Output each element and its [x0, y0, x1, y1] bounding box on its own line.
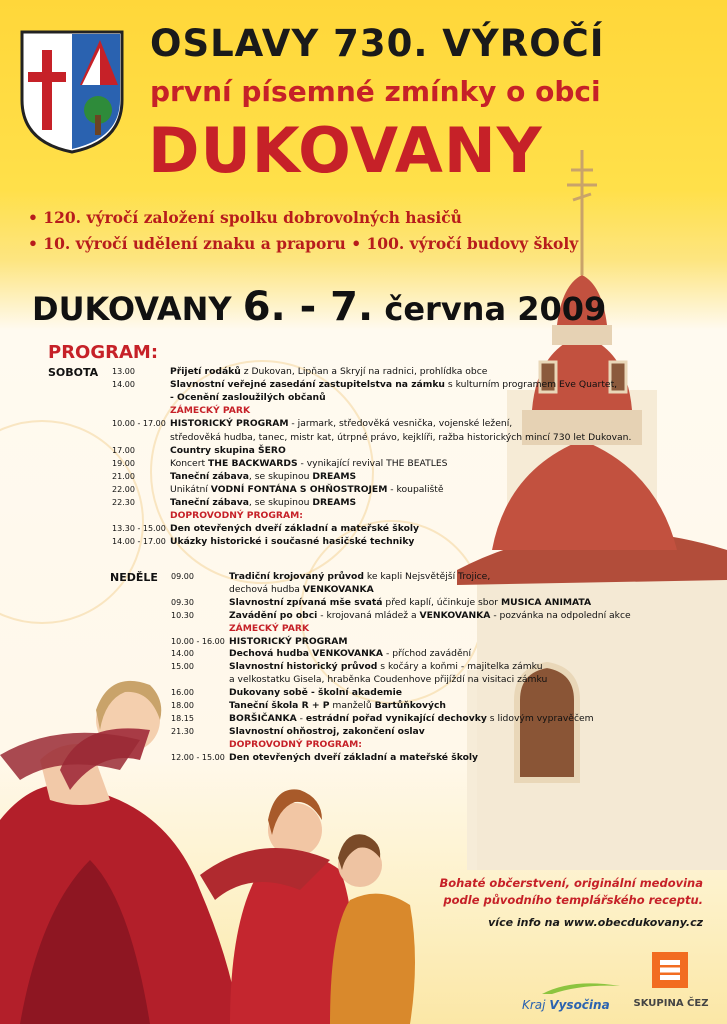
schedule-text — [229, 636, 348, 648]
schedule-section-label: ZÁMECKÝ PARK — [170, 405, 251, 417]
schedule-highlight: Bartůňkových — [374, 700, 446, 711]
day-label-sunday: NEDĚLE — [110, 571, 158, 584]
kraj-vysocina-logo — [522, 980, 622, 1014]
more-info-link[interactable]: více info na www.obecdukovany.cz — [488, 916, 703, 929]
schedule-highlight: Slavnostní historický průvod — [229, 661, 378, 673]
schedule-detail: s kočáry a koňmi - majitelka zámku — [377, 661, 543, 673]
schedule-highlight: Přijetí rodáků — [170, 366, 241, 377]
schedule-text — [170, 445, 286, 457]
schedule-highlight: MUSICA ANIMATA — [500, 596, 592, 608]
schedule-highlight: Slavnostní veřejné zasedání zastupitelstva na zámku — [170, 379, 445, 391]
schedule-detail: s kulturním programem Eve Quartet, — [444, 379, 618, 391]
vysocina-text: Vysočina — [549, 998, 610, 1012]
schedule-detail: středověká hudba, tanec, mistr kat, útrpné právo, kejklíři, ražba historických mincí 730 let Dukovan. — [170, 431, 632, 443]
cez-logo — [630, 952, 712, 1016]
title-line-2: první písemné zmínky o obci — [150, 75, 601, 108]
schedule-detail: ke kapli Nejsvětější Trojice, — [363, 571, 491, 582]
schedule-highlight: Dechová hudba VENKOVANKA — [229, 648, 384, 660]
schedule-highlight: Ukázky historické i současné hasičské techniky — [170, 536, 415, 548]
schedule-text — [170, 471, 356, 483]
schedule-detail: manželů — [329, 700, 375, 711]
schedule-highlight: BORŠIČANKA — [229, 712, 297, 724]
schedule-text — [170, 510, 303, 522]
schedule-detail: - vynikající revival THE BEATLES — [297, 457, 448, 469]
anniversary-bullet-2: • 10. výročí udělení znaku a praporu • 100. výročí budovy školy — [28, 234, 579, 253]
schedule-time: 10.00 - 16.00 — [171, 636, 225, 646]
schedule-highlight: Den otevřených dveří základní a mateřské školy — [170, 523, 420, 535]
anniversary-bullet-1: • 120. výročí založení spolku dobrovolných hasičů — [28, 208, 462, 227]
cez-text: SKUPINA ČEZ — [633, 998, 709, 1009]
schedule-highlight: - Ocenění zasloužilých občanů — [170, 392, 326, 404]
schedule-time: 17.00 — [112, 445, 135, 455]
schedule-time: 15.00 — [171, 662, 194, 672]
schedule-time: 22.30 — [112, 498, 135, 507]
schedule-text — [170, 366, 487, 378]
schedule-section-label: DOPROVODNÝ PROGRAM: — [229, 738, 362, 750]
schedule-section-label: DOPROVODNÝ PROGRAM: — [170, 510, 303, 522]
vysocina-swoosh-icon — [522, 980, 622, 996]
schedule-time: 18.15 — [171, 713, 194, 723]
schedule-detail: - koupaliště — [387, 483, 444, 495]
schedule-text — [229, 623, 309, 635]
schedule-time: 16.00 — [171, 688, 194, 698]
schedule-highlight: Country skupina ŠERO — [170, 444, 286, 456]
schedule-text — [170, 458, 447, 470]
schedule-text — [170, 523, 419, 535]
schedule-detail: - — [296, 712, 306, 724]
schedule-time: 12.00 - 15.00 — [171, 752, 225, 762]
refreshments-line-2: podle původního templářského receptu. — [443, 893, 703, 907]
program-heading: PROGRAM: — [48, 342, 159, 363]
schedule-highlight: VODNÍ FONTÁNA S OHŇOSTROJEM — [210, 483, 388, 495]
cez-square-icon — [652, 952, 688, 988]
schedule-text — [170, 405, 250, 417]
title-line-1: OSLAVY 730. VÝROČÍ — [150, 22, 605, 65]
title-village-name: DUKOVANY — [148, 114, 543, 187]
schedule-highlight: Den otevřených dveří základní a mateřské školy — [229, 751, 479, 763]
schedule-highlight: HISTORICKÝ PROGRAM — [229, 635, 348, 647]
church-tower-illustration — [437, 110, 727, 870]
schedule-highlight: Slavnostní zpívaná mše svatá — [229, 596, 383, 608]
coat-of-arms — [20, 30, 124, 154]
schedule-time: 14.00 — [171, 649, 194, 659]
schedule-time: 18.00 — [171, 701, 194, 710]
schedule-text — [229, 648, 471, 660]
schedule-detail: z Dukovan, Lipňan a Skryjí na radnici, prohlídka obce — [240, 366, 488, 377]
schedule-text — [170, 418, 512, 430]
schedule-time: 13.00 — [112, 367, 135, 376]
schedule-highlight: Taneční zábava — [170, 497, 249, 508]
schedule-highlight: THE BACKWARDS — [208, 457, 298, 469]
schedule-section-label: ZÁMECKÝ PARK — [229, 622, 310, 634]
schedule-highlight: Zavádění po obci — [229, 609, 318, 621]
schedule-time: 14.00 - 17.00 — [112, 537, 166, 547]
schedule-time: 19.00 — [112, 458, 135, 468]
schedule-detail: - pozvánka na odpolední akce — [490, 609, 631, 621]
schedule-detail: , se skupinou — [248, 497, 313, 508]
schedule-detail: před kaplí, účinkuje sbor — [382, 596, 501, 608]
schedule-detail: - jarmark, středověká vesnička, vojenské ležení, — [288, 418, 513, 430]
schedule-highlight: Taneční škola R + P — [229, 700, 330, 711]
kraj-text: Kraj — [522, 998, 550, 1012]
schedule-highlight: Taneční zábava — [170, 470, 249, 482]
refreshments-line-1: Bohaté občerstvení, originální medovina — [439, 876, 703, 890]
schedule-highlight: VENKOVANKA — [419, 609, 491, 621]
schedule-time: 22.00 — [112, 484, 135, 494]
schedule-highlight: DREAMS — [312, 497, 357, 508]
schedule-highlight: DREAMS — [312, 470, 357, 482]
costumed-dancers-photo — [0, 660, 470, 1024]
schedule-time: 09.00 — [171, 572, 194, 581]
schedule-time: 10.00 - 17.00 — [112, 419, 166, 429]
schedule-detail: dechová hudba — [229, 583, 303, 595]
schedule-time: 13.30 - 15.00 — [112, 524, 166, 534]
schedule-time: 21.00 — [112, 471, 135, 481]
schedule-text — [170, 392, 326, 404]
schedule-time: 09.30 — [171, 597, 194, 607]
schedule-detail: s lidovým vypravěčem — [486, 712, 594, 724]
schedule-detail: - příchod zavádění — [383, 648, 471, 660]
schedule-text — [229, 584, 374, 596]
date-days: 6. - 7. — [242, 284, 374, 330]
schedule-text — [229, 597, 591, 609]
schedule-detail: Koncert — [170, 457, 209, 469]
schedule-text — [170, 497, 356, 509]
schedule-text — [229, 610, 631, 622]
schedule-detail: Unikátní — [170, 483, 211, 495]
schedule-text — [170, 379, 617, 391]
schedule-time: 21.30 — [171, 726, 194, 736]
day-label-saturday: SOBOTA — [48, 366, 99, 379]
date-place: DUKOVANY — [32, 290, 243, 328]
schedule-text — [229, 571, 490, 583]
date-month: června 2009 — [373, 290, 607, 328]
schedule-highlight: Dukovany sobě - školní akademie — [229, 687, 403, 699]
schedule-detail: , se skupinou — [248, 470, 313, 482]
schedule-highlight: estrádní pořad vynikající dechovky — [305, 712, 487, 724]
schedule-text — [170, 432, 631, 444]
schedule-time: 14.00 — [112, 380, 135, 390]
schedule-highlight: Tradiční krojovaný průvod — [229, 571, 364, 582]
schedule-time: 10.30 — [171, 610, 194, 620]
schedule-highlight: HISTORICKÝ PROGRAM — [170, 418, 289, 430]
event-date — [32, 284, 606, 330]
schedule-detail: a velkostatku Gisela, hraběnka Coudenhove přijíždí na visitaci zámku — [229, 674, 548, 686]
schedule-text — [170, 484, 444, 496]
schedule-detail: - krojovaná mládež a — [317, 609, 420, 621]
schedule-highlight: VENKOVANKA — [302, 583, 374, 595]
schedule-text — [170, 536, 414, 548]
schedule-highlight: Slavnostní ohňostroj, zakončení oslav — [229, 725, 425, 737]
